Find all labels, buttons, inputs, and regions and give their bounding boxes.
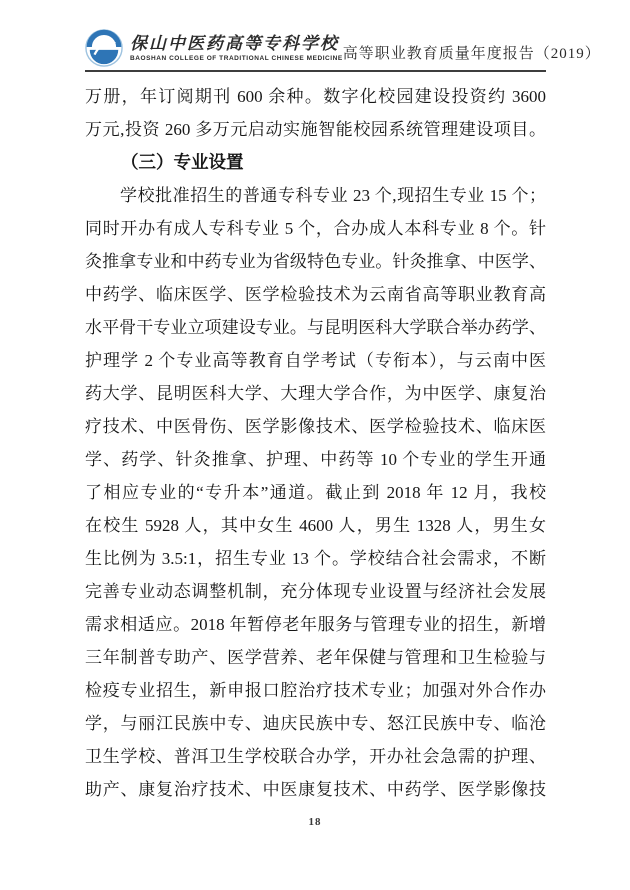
page-header — [85, 26, 601, 70]
text-line: 万册，年订阅期刊 600 余种。数字化校园建设投资约 3600 — [85, 87, 546, 106]
text-line: 同时开办有成人专科专业 5 个，合办成人本科专业 8 个。针 — [85, 219, 546, 238]
text-line: 检疫专业招生，新申报口腔治疗技术专业；加强对外合作办 — [85, 681, 546, 700]
header-divider — [85, 70, 546, 72]
school-brand — [85, 29, 343, 67]
school-logo-icon — [85, 29, 123, 67]
text-line: 在校生 5928 人，其中女生 4600 人，男生 1328 人，男生女 — [85, 516, 546, 535]
school-name-english: BAOSHAN COLLEGE OF TRADITIONAL CHINESE MEDICINE — [130, 54, 343, 62]
text-line: 学校批准招生的普通专科专业 23 个,现招生专业 15 个； — [120, 186, 546, 205]
text-line: 水平骨干专业立项建设专业。与昆明医科大学联合举办药学、 — [85, 318, 546, 337]
text-line: 三年制普专助产、医学营养、老年保健与管理和卫生检验与 — [85, 648, 546, 667]
section-heading: （三）专业设置 — [121, 152, 244, 172]
text-line: 药大学、昆明医科大学、大理大学合作，为中医学、康复治 — [85, 384, 546, 403]
school-name-block — [130, 34, 343, 63]
text-line: 卫生学校、普洱卫生学校联合办学，开办社会急需的护理、 — [85, 747, 546, 766]
text-line: 中药学、临床医学、医学检验技术为云南省高等职业教育高 — [85, 285, 546, 304]
text-line: 生比例为 3.5:1，招生专业 13 个。学校结合社会需求，不断 — [85, 549, 546, 568]
page-number: 18 — [308, 816, 322, 828]
text-line: 需求相适应。2018 年暂停老年服务与管理专业的招生，新增 — [85, 615, 546, 634]
school-name: 保山中医药高等专科学校 — [130, 33, 339, 53]
text-line: 护理学 2 个专业高等教育自学考试（专衔本），与云南中医 — [85, 351, 546, 370]
text-line: 灸推拿专业和中药专业为省级特色专业。针灸推拿、中医学、 — [85, 252, 546, 271]
text-line: 了相应专业的“专升本”通道。截止到 2018 年 12 月，我校 — [85, 483, 546, 502]
document-body — [85, 80, 546, 806]
page-footer — [0, 812, 630, 830]
text-line: 助产、康复治疗技术、中医康复技术、中药学、医学影像技 — [85, 780, 546, 799]
text-line: 学，与丽江民族中专、迪庆民族中专、怒江民族中专、临沧 — [85, 714, 546, 733]
text-line: 完善专业动态调整机制，充分体现专业设置与经济社会发展 — [85, 582, 546, 601]
text-line: 万元,投资 260 多万元启动实施智能校园系统管理建设项目。 — [85, 120, 546, 139]
text-line: 疗技术、中医骨伤、医学影像技术、医学检验技术、临床医 — [85, 417, 546, 436]
report-title: 高等职业教育质量年度报告（2019） — [342, 45, 601, 62]
text-line: 学、药学、针灸推拿、护理、中药等 10 个专业的学生开通 — [85, 450, 546, 469]
